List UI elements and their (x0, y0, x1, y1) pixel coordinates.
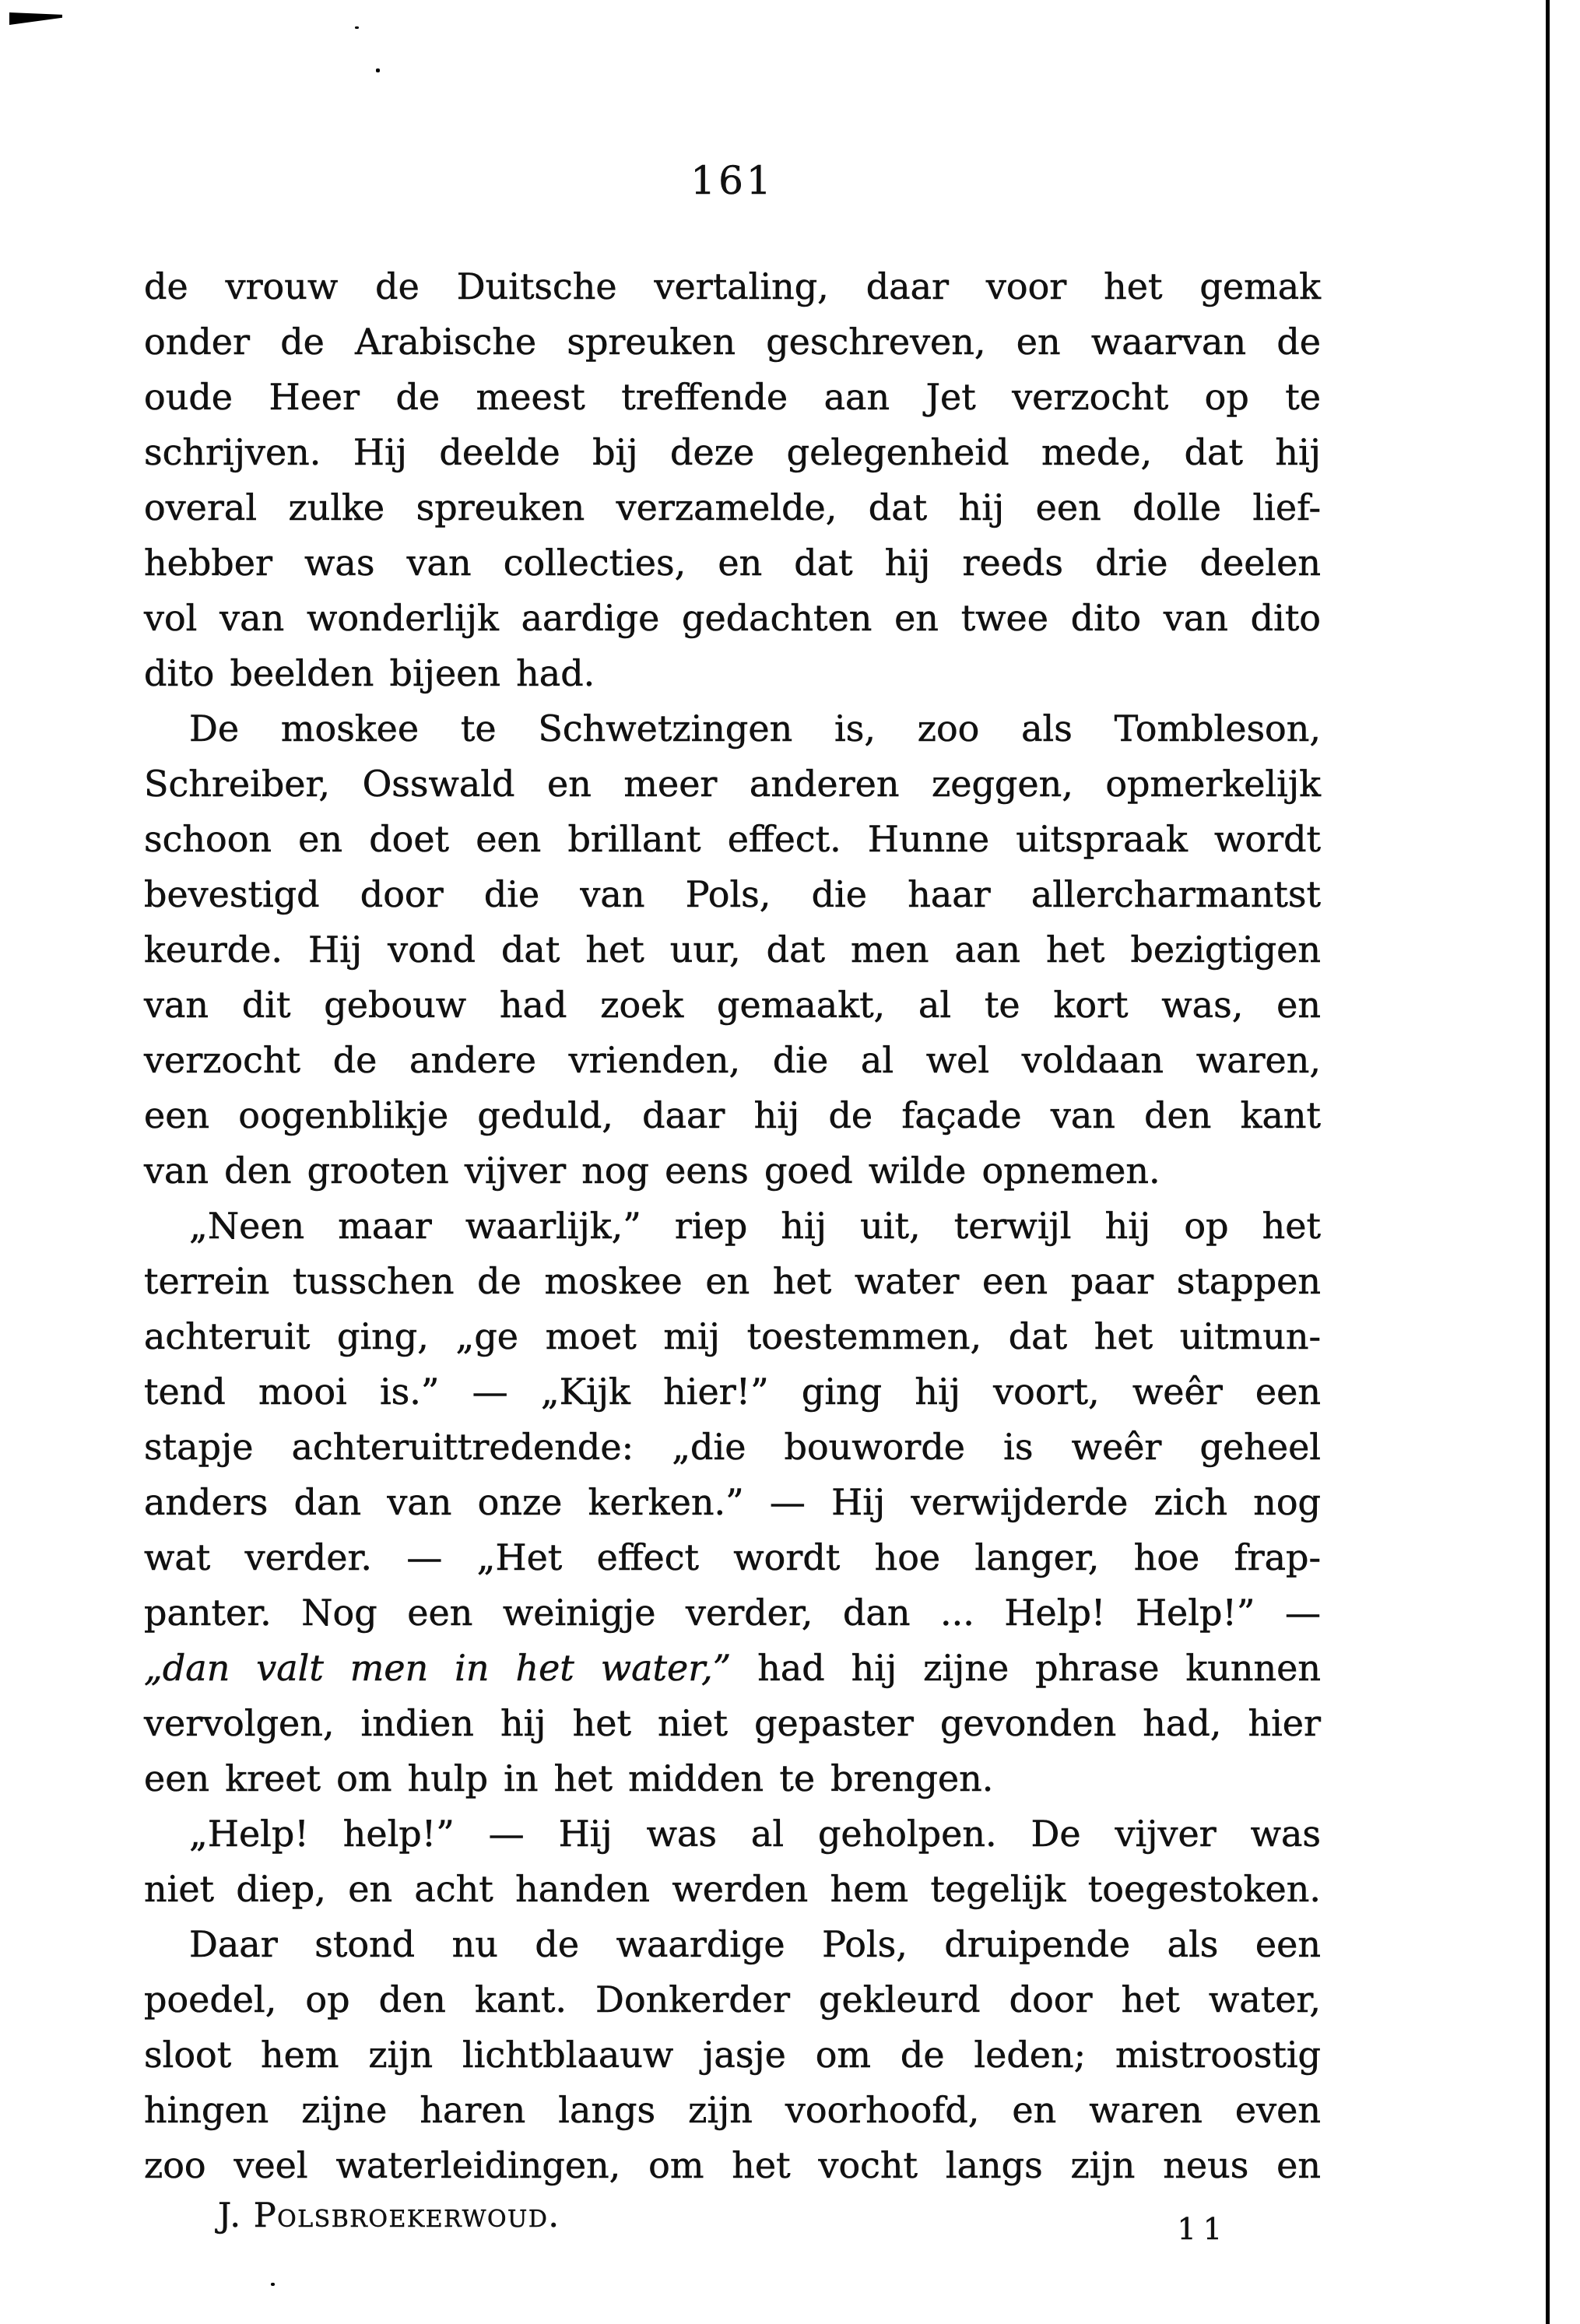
text-line (144, 535, 1321, 591)
text-line (144, 1364, 1321, 1420)
footer-signature: J. Polsbroekerwoud. (218, 2196, 560, 2235)
text-line (144, 1530, 1321, 1585)
text-segment: terrein tusschen de moskee en het water een paar stappen (144, 1260, 1321, 1302)
text-line (144, 259, 1321, 314)
text-segment: wat verder. — „Het effect wordt hoe langer, hoe frap- (144, 1536, 1321, 1578)
text-segment: de vrouw de Duitsche vertaling, daar voor het gemak (144, 265, 1321, 307)
body-text (144, 259, 1321, 2193)
text-segment: onder de Arabische spreuken geschreven, en waarvan de (144, 321, 1321, 363)
text-line (144, 1641, 1321, 1696)
text-line (144, 1199, 1321, 1254)
text-segment: schrijven. Hij deelde bij deze gelegenheid mede, dat hij (144, 431, 1321, 473)
text-segment: vervolgen, indien hij het niet gepaster gevonden had, hier (144, 1702, 1321, 1744)
text-line (144, 867, 1321, 922)
text-line (144, 2027, 1321, 2083)
text-segment: vol van wonderlijk aardige gedachten en twee dito van dito (144, 597, 1321, 639)
text-segment: „Help! help!” — Hij was al geholpen. De vijver was (189, 1813, 1321, 1855)
text-line (144, 1033, 1321, 1088)
text-line (144, 1420, 1321, 1475)
text-segment: hingen zijne haren langs zijn voorhoofd, en waren even (144, 2089, 1321, 2131)
text-segment: oude Heer de meest treffende aan Jet verzocht op te (144, 376, 1321, 418)
text-line (144, 701, 1321, 757)
text-line (144, 812, 1321, 867)
text-line (144, 1751, 1321, 1806)
text-segment: stapje achteruittredende: „die bouworde is weêr geheel (144, 1426, 1321, 1468)
text-segment: schoon en doet een brillant effect. Hunne uitspraak wordt (144, 818, 1321, 860)
text-line (144, 757, 1321, 812)
text-segment: Daar stond nu de waardige Pols, druipende als een (189, 1923, 1321, 1965)
text-segment: tend mooi is.” — „Kijk hier!” ging hij voort, weêr een (144, 1371, 1321, 1413)
footer-sheet-number: 11 (1177, 2212, 1229, 2246)
text-line (144, 480, 1321, 535)
text-line (144, 1972, 1321, 2027)
text-segment: Schreiber, Osswald en meer anderen zeggen, opmerkelijk (144, 763, 1321, 805)
text-segment: bevestigd door die van Pols, die haar allercharmantst (144, 873, 1321, 915)
text-segment: van den grooten vijver nog eens goed wilde opnemen. (144, 1150, 1160, 1192)
text-line (144, 314, 1321, 370)
text-line (144, 591, 1321, 646)
text-line (144, 1088, 1321, 1143)
text-line (144, 1143, 1321, 1199)
text-line (144, 1806, 1321, 1862)
text-segment: van dit gebouw had zoek gemaakt, al te kort was, en (144, 984, 1321, 1026)
text-segment: achteruit ging, „ge moet mij toestemmen, dat het uitmun- (144, 1315, 1321, 1357)
scan-artifact-edge-line (1546, 0, 1550, 2324)
text-segment: een kreet om hulp in het midden te brengen. (144, 1757, 994, 1799)
text-segment: dito beelden bijeen had. (144, 652, 595, 694)
text-segment: zoo veel waterleidingen, om het vocht langs zijn neus en (144, 2144, 1321, 2186)
scan-artifact-speck (376, 68, 380, 72)
scan-artifact-speck (271, 2283, 275, 2286)
text-segment: panter. Nog een weinigje verder, dan ... Help! Help!” — (144, 1592, 1321, 1634)
italic-text-segment: „dan valt men in het water,” (144, 1647, 732, 1689)
text-segment: niet diep, en acht handen werden hem tegelijk toegestoken. (144, 1868, 1321, 1910)
text-segment: poedel, op den kant. Donkerder gekleurd door het water, (144, 1978, 1321, 2020)
text-line (144, 370, 1321, 425)
text-line (144, 1862, 1321, 1917)
text-segment: een oogenblikje geduld, daar hij de façade van den kant (144, 1094, 1321, 1136)
text-line (144, 1917, 1321, 1972)
text-segment: hebber was van collecties, en dat hij reeds drie deelen (144, 542, 1321, 584)
text-line (144, 2083, 1321, 2138)
text-segment: keurde. Hij vond dat het uur, dat men aan het bezigtigen (144, 929, 1321, 971)
text-line (144, 1309, 1321, 1364)
scan-artifact-corner-mark (9, 12, 62, 25)
text-segment: verzocht de andere vrienden, die al wel voldaan waren, (144, 1039, 1321, 1081)
text-line (144, 425, 1321, 480)
text-segment: overal zulke spreuken verzamelde, dat hij een dolle lief- (144, 486, 1321, 528)
text-segment: „Neen maar waarlijk,” riep hij uit, terwijl hij op het (189, 1205, 1321, 1247)
text-line (144, 1585, 1321, 1641)
text-line (144, 1696, 1321, 1751)
text-segment: De moskee te Schwetzingen is, zoo als Tombleson, (189, 707, 1321, 750)
page-number: 161 (690, 158, 774, 203)
text-line (144, 646, 1321, 701)
scan-artifact-speck (355, 26, 359, 29)
text-segment: sloot hem zijn lichtblaauw jasje om de leden; mistroostig (144, 2034, 1321, 2076)
text-line (144, 922, 1321, 978)
text-segment: anders dan van onze kerken.” — Hij verwijderde zich nog (144, 1481, 1321, 1523)
page-footer (144, 2196, 1321, 2270)
text-line (144, 1254, 1321, 1309)
text-line (144, 2138, 1321, 2193)
text-line (144, 978, 1321, 1033)
text-segment: had hij zijne phrase kunnen (731, 1647, 1321, 1689)
text-line (144, 1475, 1321, 1530)
